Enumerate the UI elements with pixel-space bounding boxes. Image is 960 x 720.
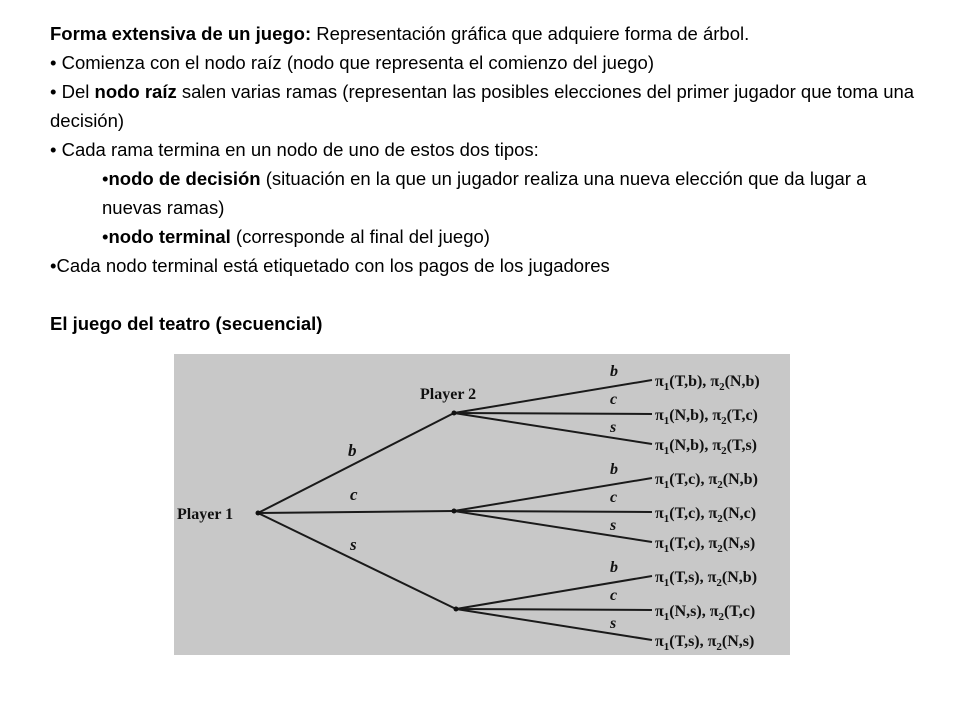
player2-label: Player 2 bbox=[420, 386, 477, 403]
section-title bbox=[50, 309, 930, 338]
spacer bbox=[50, 280, 930, 309]
branch-p2-0 bbox=[454, 380, 652, 413]
p2-branch-label-2-c: c bbox=[610, 587, 618, 604]
payoff-4: $\pi_1(T,c)$, $\pi_2(N,c)$ bbox=[655, 505, 757, 525]
p2-branch-label-1-s: s bbox=[610, 517, 617, 534]
decision-node-1 bbox=[452, 509, 457, 514]
branch-p2-5 bbox=[454, 511, 652, 542]
subbullet-decision-node bbox=[50, 164, 930, 222]
branch-p1-s bbox=[258, 513, 456, 609]
game-tree-svg bbox=[174, 354, 790, 655]
branch-p2-6 bbox=[456, 576, 652, 609]
payoff-1: $\pi_1(N,b)$, $\pi_2(T,c)$ bbox=[655, 407, 758, 427]
p2-branch-label-0-c: c bbox=[610, 391, 618, 408]
root-node bbox=[256, 511, 261, 516]
section-title-text: El juego del teatro (secuencial) bbox=[50, 313, 323, 334]
decision-node-0 bbox=[452, 411, 457, 416]
p2-branch-label-2-b: b bbox=[610, 559, 618, 576]
payoff-8: $\pi_1(T,s)$, $\pi_2(N,s)$ bbox=[655, 633, 755, 653]
branch-p2-2 bbox=[454, 413, 652, 444]
bullet-root-node: • Comienza con el nodo raíz (nodo que representa el comienzo del juego) bbox=[50, 52, 654, 73]
game-tree-figure bbox=[174, 354, 790, 655]
heading-bold: Forma extensiva de un juego: bbox=[50, 23, 312, 44]
decision-node-2 bbox=[454, 607, 459, 612]
sub2-rest: (corresponde al final del juego) bbox=[230, 226, 490, 247]
bullet-payoffs: •Cada nodo terminal está etiquetado con los pagos de los jugadores bbox=[50, 255, 610, 276]
sub1-rest: (situación en la que un jugador realiza una nueva elección que da lugar a nuevas ramas) bbox=[102, 168, 867, 218]
bullet2-bold: nodo raíz bbox=[94, 81, 177, 102]
p2-branch-label-1-b: b bbox=[610, 461, 618, 478]
sub2-bold: nodo terminal bbox=[108, 226, 231, 247]
bullet-node-types: • Cada rama termina en un nodo de uno de estos dos tipos: bbox=[50, 139, 539, 160]
p2-branch-label-1-c: c bbox=[610, 489, 618, 506]
bullet2-b: salen varias ramas (representan las posibles elecciones del primer jugador que toma una decisión) bbox=[50, 81, 915, 131]
payoff-3: $\pi_1(T,c)$, $\pi_2(N,b)$ bbox=[655, 471, 758, 491]
sub2-prefix: • bbox=[102, 226, 109, 247]
sub1-bold: nodo de decisión bbox=[108, 168, 261, 189]
sub1-prefix: • bbox=[102, 168, 109, 189]
branch-p2-7 bbox=[456, 609, 652, 610]
p1-branch-label-b: b bbox=[348, 441, 357, 460]
p2-branch-label-0-b: b bbox=[610, 363, 618, 380]
bullet2-a: • Del bbox=[50, 81, 95, 102]
p1-branch-label-s: s bbox=[350, 535, 357, 554]
heading-line bbox=[50, 19, 930, 48]
payoff-0: $\pi_1(T,b)$, $\pi_2(N,b)$ bbox=[655, 373, 760, 393]
p1-branch-label-c: c bbox=[350, 485, 358, 504]
slide-text bbox=[50, 19, 930, 338]
heading-rest: Representación gráfica que adquiere forma de árbol. bbox=[311, 23, 750, 44]
branch-p2-3 bbox=[454, 478, 652, 511]
player1-label: Player 1 bbox=[177, 506, 234, 523]
branch-p2-4 bbox=[454, 511, 652, 512]
payoff-7: $\pi_1(N,s)$, $\pi_2(T,c)$ bbox=[655, 603, 756, 623]
p2-branch-label-0-s: s bbox=[610, 419, 617, 436]
subbullet-terminal-node bbox=[50, 222, 930, 251]
payoff-6: $\pi_1(T,s)$, $\pi_2(N,b)$ bbox=[655, 569, 758, 589]
bullet-branches bbox=[50, 77, 930, 135]
payoff-5: $\pi_1(T,c)$, $\pi_2(N,s)$ bbox=[655, 535, 756, 555]
payoff-2: $\pi_1(N,b)$, $\pi_2(T,s)$ bbox=[655, 437, 758, 457]
branch-p2-1 bbox=[454, 413, 652, 414]
p2-branch-label-2-s: s bbox=[610, 615, 617, 632]
branch-p2-8 bbox=[456, 609, 652, 640]
branch-p1-c bbox=[258, 511, 454, 513]
